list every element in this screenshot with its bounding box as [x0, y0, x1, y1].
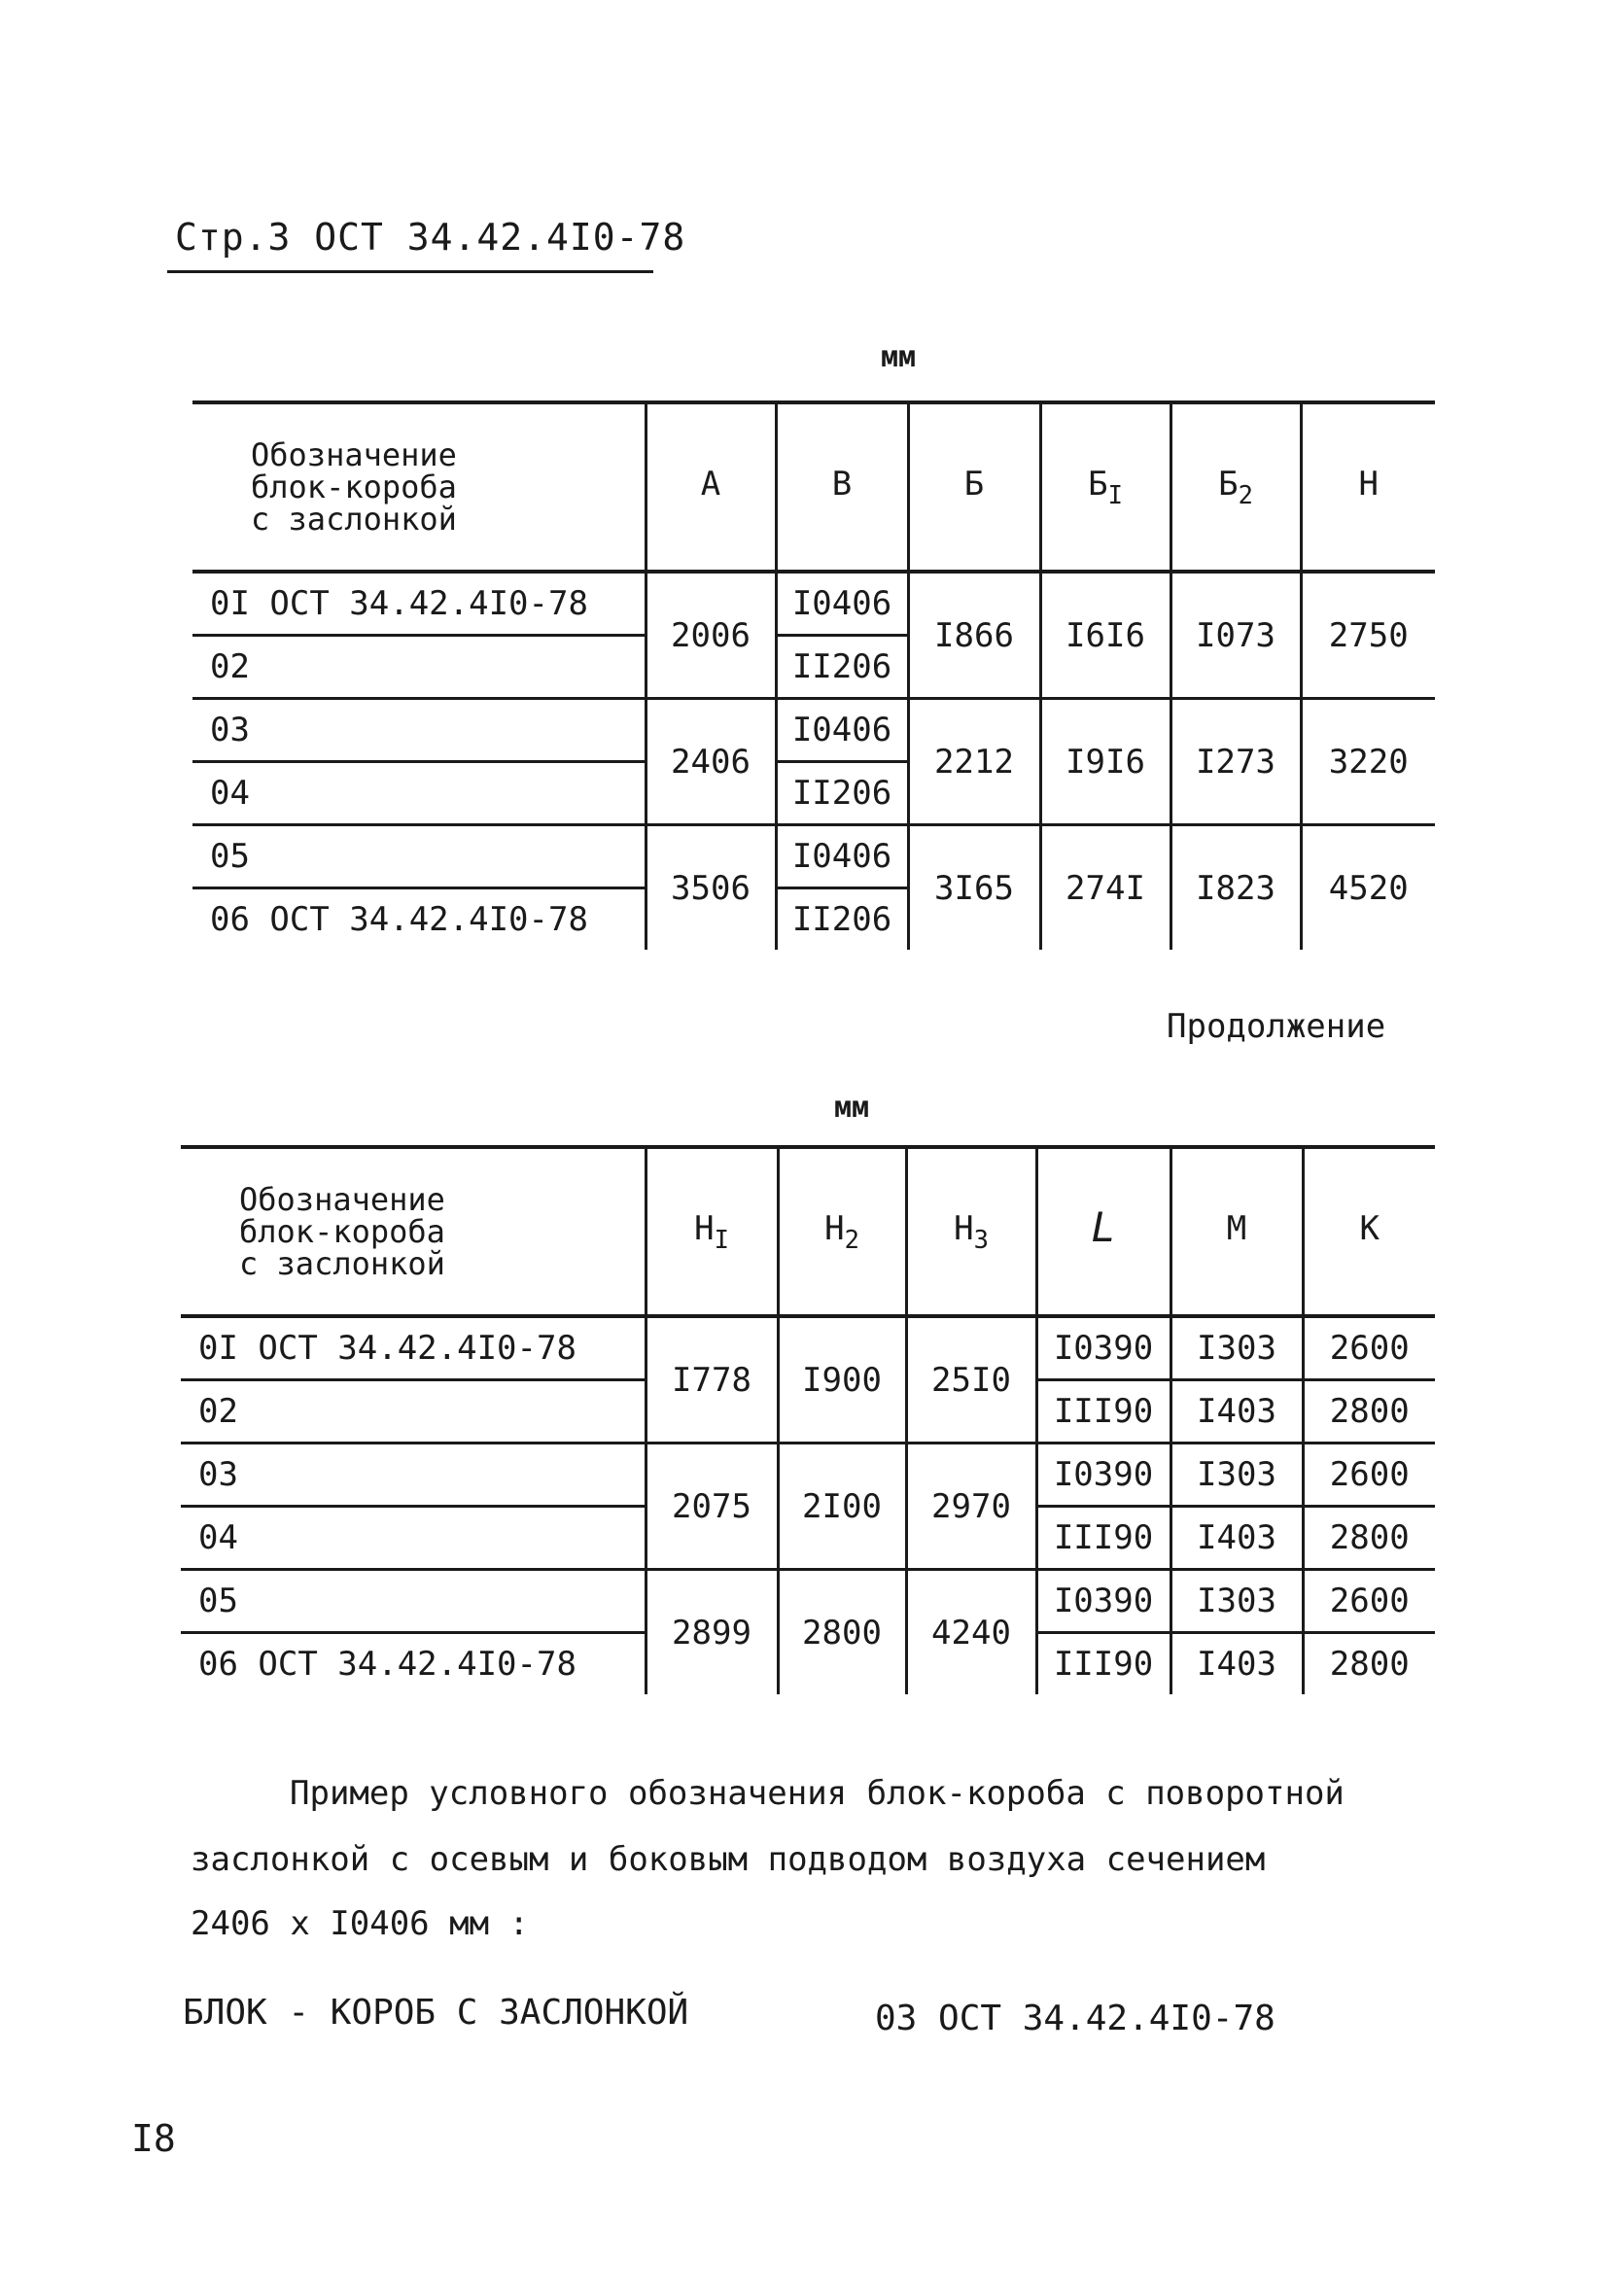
row-designation: 06 ОСТ 34.42.4I0-78 — [198, 1645, 576, 1684]
table2 — [181, 1145, 1435, 1694]
page-number: I8 — [131, 2117, 176, 2160]
cell-v: I0406 — [776, 699, 908, 762]
cell-h1: 2075 — [646, 1444, 778, 1570]
cell-m: I403 — [1170, 1507, 1303, 1570]
cell-h2: 2I00 — [778, 1444, 906, 1570]
table1-unit: мм — [881, 340, 917, 374]
row-designation: 06 ОСТ 34.42.4I0-78 — [210, 900, 588, 939]
cell-v: II206 — [776, 762, 908, 825]
cell-k: 2600 — [1303, 1444, 1435, 1507]
cell-h1: 2899 — [646, 1570, 778, 1695]
col-header-m: М — [1170, 1147, 1303, 1316]
col-header-l: L — [1036, 1147, 1170, 1316]
cell-l: I0390 — [1036, 1444, 1170, 1507]
table-row — [181, 1316, 1435, 1380]
cell-b2: I273 — [1170, 699, 1301, 825]
table-row — [192, 699, 1435, 762]
example-line-1: Пример условного обозначения блок-короба с поворотной — [290, 1774, 1345, 1813]
cell-l: III90 — [1036, 1507, 1170, 1570]
row-designation: 04 — [192, 762, 646, 825]
cell-h2: 2800 — [778, 1570, 906, 1695]
cell-b2: I073 — [1170, 572, 1301, 699]
designation-name: БЛОК - КОРОБ С ЗАСЛОНКОЙ — [183, 1993, 689, 2033]
header-underline — [167, 270, 653, 273]
cell-a: 2006 — [646, 572, 776, 699]
cell-h3: 25I0 — [906, 1316, 1036, 1444]
row-designation: 03 — [181, 1444, 646, 1507]
example-line-2: заслонкой с осевым и боковым подводом воздуха сечением — [191, 1840, 1266, 1879]
col-header-h3: $Н_3$ — [906, 1147, 1036, 1316]
example-line-3: 2406 х I0406 мм : — [191, 1904, 529, 1943]
col-header-h: Н — [1301, 402, 1435, 572]
row-designation: 05 — [181, 1570, 646, 1633]
table-row — [192, 825, 1435, 888]
cell-k: 2800 — [1303, 1380, 1435, 1444]
cell-v: I0406 — [776, 572, 908, 636]
cell-h1: I778 — [646, 1316, 778, 1444]
designation-code: 03 ОСТ 34.42.4I0-78 — [875, 1999, 1275, 2038]
col-header-h2: $Н_2$ — [778, 1147, 906, 1316]
cell-b1: 274I — [1040, 825, 1170, 951]
cell-v: II206 — [776, 636, 908, 699]
cell-l: I0390 — [1036, 1570, 1170, 1633]
cell-b2: I823 — [1170, 825, 1301, 951]
designation-header: Обозначение блок-короба с заслонкой — [181, 1147, 646, 1316]
cell-l: I0390 — [1036, 1316, 1170, 1380]
col-header-b2: $Б_2$ — [1170, 402, 1301, 572]
col-header-h1: $Н_I$ — [646, 1147, 778, 1316]
cell-m: I303 — [1170, 1444, 1303, 1507]
cell-v: I0406 — [776, 825, 908, 888]
col-header-b1: $Б_I$ — [1040, 402, 1170, 572]
cell-b: I866 — [908, 572, 1040, 699]
cell-k: 2800 — [1303, 1507, 1435, 1570]
cell-h3: 4240 — [906, 1570, 1036, 1695]
cell-m: I403 — [1170, 1380, 1303, 1444]
table1-header-row — [192, 402, 1435, 572]
table2-header-row — [181, 1147, 1435, 1316]
cell-a: 2406 — [646, 699, 776, 825]
table-row — [192, 572, 1435, 636]
cell-a: 3506 — [646, 825, 776, 951]
col-header-b: Б — [908, 402, 1040, 572]
page-header: Стр.3 ОСТ 34.42.4I0-78 — [175, 216, 686, 259]
designation-header: Обозначение блок-короба с заслонкой — [192, 402, 646, 572]
cell-l: III90 — [1036, 1380, 1170, 1444]
cell-b: 2212 — [908, 699, 1040, 825]
table-row — [181, 1444, 1435, 1507]
cell-k: 2600 — [1303, 1570, 1435, 1633]
cell-v: II206 — [776, 888, 908, 951]
cell-h: 3220 — [1301, 699, 1435, 825]
table-row — [181, 1570, 1435, 1633]
cell-k: 2800 — [1303, 1633, 1435, 1695]
cell-l: III90 — [1036, 1633, 1170, 1695]
cell-h3: 2970 — [906, 1444, 1036, 1570]
cell-b1: I6I6 — [1040, 572, 1170, 699]
row-designation: 03 — [192, 699, 646, 762]
row-designation: 04 — [181, 1507, 646, 1570]
cell-b: 3I65 — [908, 825, 1040, 951]
cell-h: 4520 — [1301, 825, 1435, 951]
continuation-label: Продолжение — [1167, 1007, 1386, 1046]
col-header-v: В — [776, 402, 908, 572]
cell-m: I303 — [1170, 1570, 1303, 1633]
row-designation: 0I ОСТ 34.42.4I0-78 — [181, 1316, 646, 1380]
row-designation: 02 — [181, 1380, 646, 1444]
table2-unit: мм — [834, 1091, 870, 1125]
cell-k: 2600 — [1303, 1316, 1435, 1380]
row-designation: 0I ОСТ 34.42.4I0-78 — [192, 572, 646, 636]
row-designation: 05 — [192, 825, 646, 888]
col-header-a: А — [646, 402, 776, 572]
cell-m: I403 — [1170, 1633, 1303, 1695]
table1 — [192, 400, 1435, 950]
row-designation: 02 — [192, 636, 646, 699]
cell-m: I303 — [1170, 1316, 1303, 1380]
cell-b1: I9I6 — [1040, 699, 1170, 825]
cell-h: 2750 — [1301, 572, 1435, 699]
col-header-k: К — [1303, 1147, 1435, 1316]
cell-h2: I900 — [778, 1316, 906, 1444]
